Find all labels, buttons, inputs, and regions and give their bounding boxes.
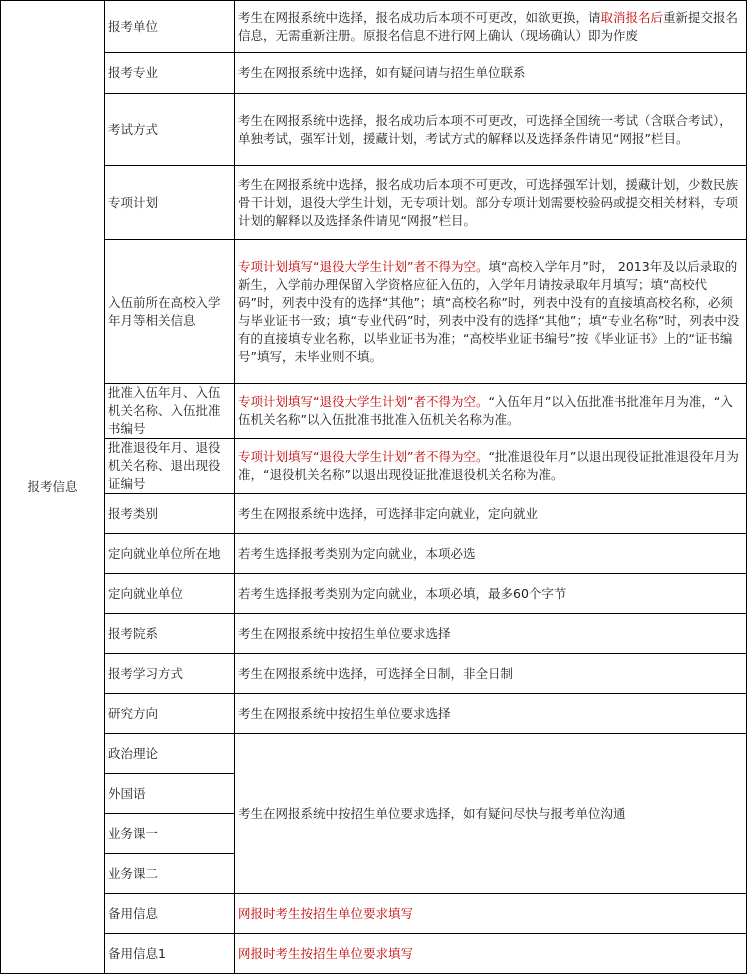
- field-description: 网报时考生按招生单位要求填写: [235, 934, 747, 974]
- field-name: 备用信息: [105, 894, 235, 934]
- field-description: [235, 94, 747, 166]
- table-row: [1, 384, 747, 439]
- table-row: [1, 1, 747, 53]
- field-description: [235, 534, 747, 574]
- description-text: 填“高校入学年月”时， 2013年及以后录取的新生，入学前办理保留入学资格应征入伍的，入学年月请按录取年月填写；填“高校代码”时，列表中没有的选择“其他”；填“高校名称”时，列表中没有的直接填高校名称，必须与毕业证书一致；填“专业代码”时，列表中没有的选择“其他”；填“专业名称”时，列表中没有的直接填专业名称，以毕业证书为准；“高校毕业证书编号”按《毕业证书》上的“证书编号”填写，未毕业则不填。: [238, 258, 740, 364]
- table-row: [1, 654, 747, 694]
- description-text: 考生在网报系统中选择，可选择非定向就业，定向就业: [238, 505, 539, 521]
- field-description: 网报时考生按招生单位要求填写: [235, 894, 747, 934]
- description-highlight: 取消报名后: [600, 9, 664, 25]
- field-description: [235, 439, 747, 494]
- field-name: 备用信息1: [105, 934, 235, 974]
- description-text: 考生在网报系统中选择，如有疑问请与招生单位联系: [238, 65, 526, 80]
- field-name: 定向就业单位所在地: [105, 534, 235, 574]
- subject-name: 业务课一: [105, 814, 235, 854]
- field-name: 报考类别: [105, 494, 235, 534]
- field-description: [235, 53, 747, 94]
- field-name: 报考院系: [105, 614, 235, 654]
- description-text: 若考生选择报考类别为定向就业，本项必填，最多60个字节: [238, 585, 567, 601]
- description-text: 考生在网报系统中选择，可选择全日制，非全日制: [238, 665, 514, 681]
- subject-name: 外国语: [105, 774, 235, 814]
- table-row: [1, 166, 747, 240]
- table-row: [1, 694, 747, 734]
- description-text: 若考生选择报考类别为定向就业，本项必选: [238, 545, 476, 561]
- field-name: 报考专业: [105, 53, 235, 94]
- description-highlight: 专项计划填写“退役大学生计划”者不得为空。: [238, 258, 489, 274]
- table-row: [1, 734, 747, 774]
- field-description: [235, 574, 747, 614]
- field-description: [235, 166, 747, 240]
- description-highlight: 专项计划填写“退役大学生计划”者不得为空。: [238, 449, 489, 464]
- field-name: 报考学习方式: [105, 654, 235, 694]
- field-description: [235, 614, 747, 654]
- field-name: 批准退役年月、退役机关名称、退出现役证编号: [105, 439, 235, 494]
- description-text: 考生在网报系统中选择，报名成功后本项不可更改，如欲更换，请: [238, 9, 601, 25]
- description-text: 重新提交报名信息，无需重新注册。原报名信息不进行网上确认（现场确认）即为作废: [238, 9, 739, 43]
- section-label: 报考信息: [1, 1, 105, 974]
- subject-name: 业务课二: [105, 854, 235, 894]
- table-row: [1, 934, 747, 974]
- description-text: 考生在网报系统中选择，报名成功后本项不可更改，可选择强军计划，援藏计划，少数民族骨干计划，退役大学生计划，无专项计划。部分专项计划需要校验码或提交相关材料，专项计划的解释以及选择条件请见“网报”栏目。: [238, 176, 739, 228]
- description-text: 考生在网报系统中按招生单位要求选择: [238, 625, 451, 641]
- field-description: [235, 494, 747, 534]
- table-row: [1, 574, 747, 614]
- field-name: 考试方式: [105, 94, 235, 166]
- field-description: [235, 384, 747, 439]
- field-name: 专项计划: [105, 166, 235, 240]
- field-description: [235, 1, 747, 53]
- field-name: 定向就业单位: [105, 574, 235, 614]
- table-row: [1, 94, 747, 166]
- description-text: “批准退役年月”以退出现役证批准退役年月为准，“退役机关名称”以退出现役证批准退役机关名称为准。: [238, 449, 739, 482]
- field-description: [235, 654, 747, 694]
- table-row: [1, 614, 747, 654]
- subject-description: 考生在网报系统中按招生单位要求选择，如有疑问尽快与报考单位沟通: [235, 734, 747, 894]
- description-text: 考生在网报系统中选择，报名成功后本项不可更改，可选择全国统一考试（含联合考试），单独考试，强军计划，援藏计划，考试方式的解释以及选择条件请见“网报”栏目。: [238, 112, 732, 146]
- description-highlight: 专项计划填写“退役大学生计划”者不得为空。: [238, 394, 489, 409]
- field-name: 报考单位: [105, 1, 235, 53]
- table-row: [1, 240, 747, 384]
- table-row: [1, 53, 747, 94]
- table-row: [1, 494, 747, 534]
- field-description: [235, 240, 747, 384]
- description-text: “入伍年月”以入伍批准书批准年月为准，“入伍机关名称”以入伍批准书批准入伍机关名称为准。: [238, 394, 733, 427]
- table-row: [1, 534, 747, 574]
- field-name: 研究方向: [105, 694, 235, 734]
- table-row: [1, 894, 747, 934]
- table-row: [1, 439, 747, 494]
- description-text: 考生在网报系统中按招生单位要求选择: [238, 705, 451, 721]
- field-name: 入伍前所在高校入学年月等相关信息: [105, 240, 235, 384]
- field-description: [235, 694, 747, 734]
- field-name: 批准入伍年月、入伍机关名称、入伍批准书编号: [105, 384, 235, 439]
- subject-name: 政治理论: [105, 734, 235, 774]
